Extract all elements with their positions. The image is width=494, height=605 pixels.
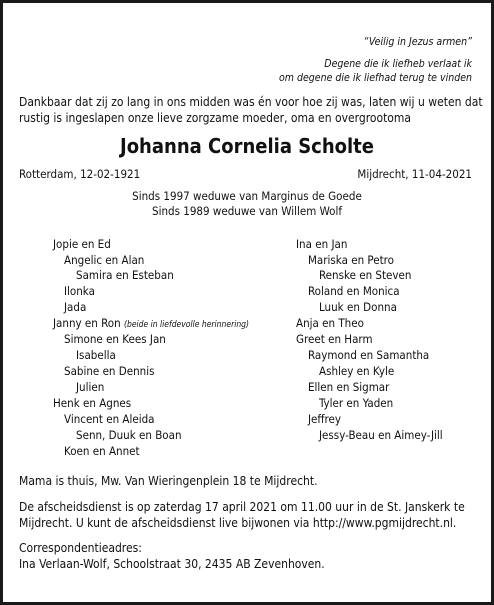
- birth-place-date: Rotterdam, 12-02-1921: [19, 167, 141, 181]
- family-right-item: Ellen en Sigmar: [308, 380, 390, 394]
- family-left-item: Jada: [64, 300, 87, 314]
- motto-line-2: om degene die ik liefhad terug te vinden: [279, 72, 472, 84]
- family-left-item-name: Janny en Ron: [53, 316, 121, 330]
- family-right-item: Jeffrey: [308, 412, 342, 426]
- deceased-name: Johanna Cornelia Scholte: [120, 134, 374, 158]
- family-right-item: Ashley en Kyle: [319, 364, 395, 378]
- family-left-item: Senn, Duuk en Boan: [76, 428, 182, 442]
- family-left-item: Vincent en Aleida: [64, 412, 155, 426]
- family-left-item: [53, 316, 249, 332]
- service-line-1: De afscheidsdienst is op zaterdag 17 april 2021 om 11.00 uur in de St. Janskerk te: [19, 500, 465, 514]
- motto-line-1: Degene die ik liefheb verlaat ik: [324, 58, 472, 70]
- family-left-item: Henk en Agnes: [53, 396, 132, 410]
- death-place-date: Mijdrecht, 11-04-2021: [357, 167, 472, 181]
- intro-line-1: Dankbaar dat zij zo lang in ons midden was én voor hoe zij was, laten wij u weten dat: [19, 95, 483, 109]
- family-right-item: Raymond en Samantha: [308, 348, 430, 362]
- family-left-item: Sabine en Dennis: [64, 364, 155, 378]
- family-right-item: Luuk en Donna: [319, 300, 397, 314]
- family-left-item: Ilonka: [64, 284, 95, 298]
- home-line: Mama is thuis, Mw. Van Wieringenplein 18 te Mijdrecht.: [19, 474, 318, 488]
- family-left-item: Samira en Esteban: [76, 268, 174, 282]
- family-right-item: Roland en Monica: [308, 284, 400, 298]
- in-memoriam-note: (beide in liefdevolle herinnering): [123, 320, 250, 330]
- intro-line-2: rustig is ingeslapen onze lieve zorgzame moeder, oma en overgrootoma: [19, 111, 412, 125]
- family-right-item: Ina en Jan: [296, 237, 348, 251]
- correspondence-address: Ina Verlaan-Wolf, Schoolstraat 30, 2435 AB Zevenhoven.: [19, 557, 325, 571]
- family-right-item: Anja en Theo: [296, 316, 364, 330]
- quote: “Veilig in Jezus armen”: [363, 36, 472, 48]
- family-right-item: Jessy-Beau en Aimey-Jill: [319, 428, 443, 442]
- widow-line-1: Sinds 1997 weduwe van Marginus de Goede: [132, 189, 362, 203]
- family-right-item: Tyler en Yaden: [319, 396, 394, 410]
- family-left-item: Koen en Annet: [64, 444, 140, 458]
- family-right-item: Greet en Harm: [296, 332, 373, 346]
- family-right-item: Renske en Steven: [319, 268, 412, 282]
- family-left-item: Simone en Kees Jan: [64, 332, 166, 346]
- family-left-item: Jopie en Ed: [53, 237, 111, 251]
- widow-line-2: Sinds 1989 weduwe van Willem Wolf: [152, 204, 342, 218]
- family-left-item: Julien: [76, 380, 105, 394]
- family-right-item: Mariska en Petro: [308, 253, 394, 267]
- family-left-item: Isabella: [76, 348, 116, 362]
- service-line-2: Mijdrecht. U kunt de afscheidsdienst live bijwonen via http://www.pgmijdrecht.nl.: [19, 516, 457, 530]
- family-left-item: Angelic en Alan: [64, 253, 145, 267]
- correspondence-label: Correspondentieadres:: [19, 541, 142, 555]
